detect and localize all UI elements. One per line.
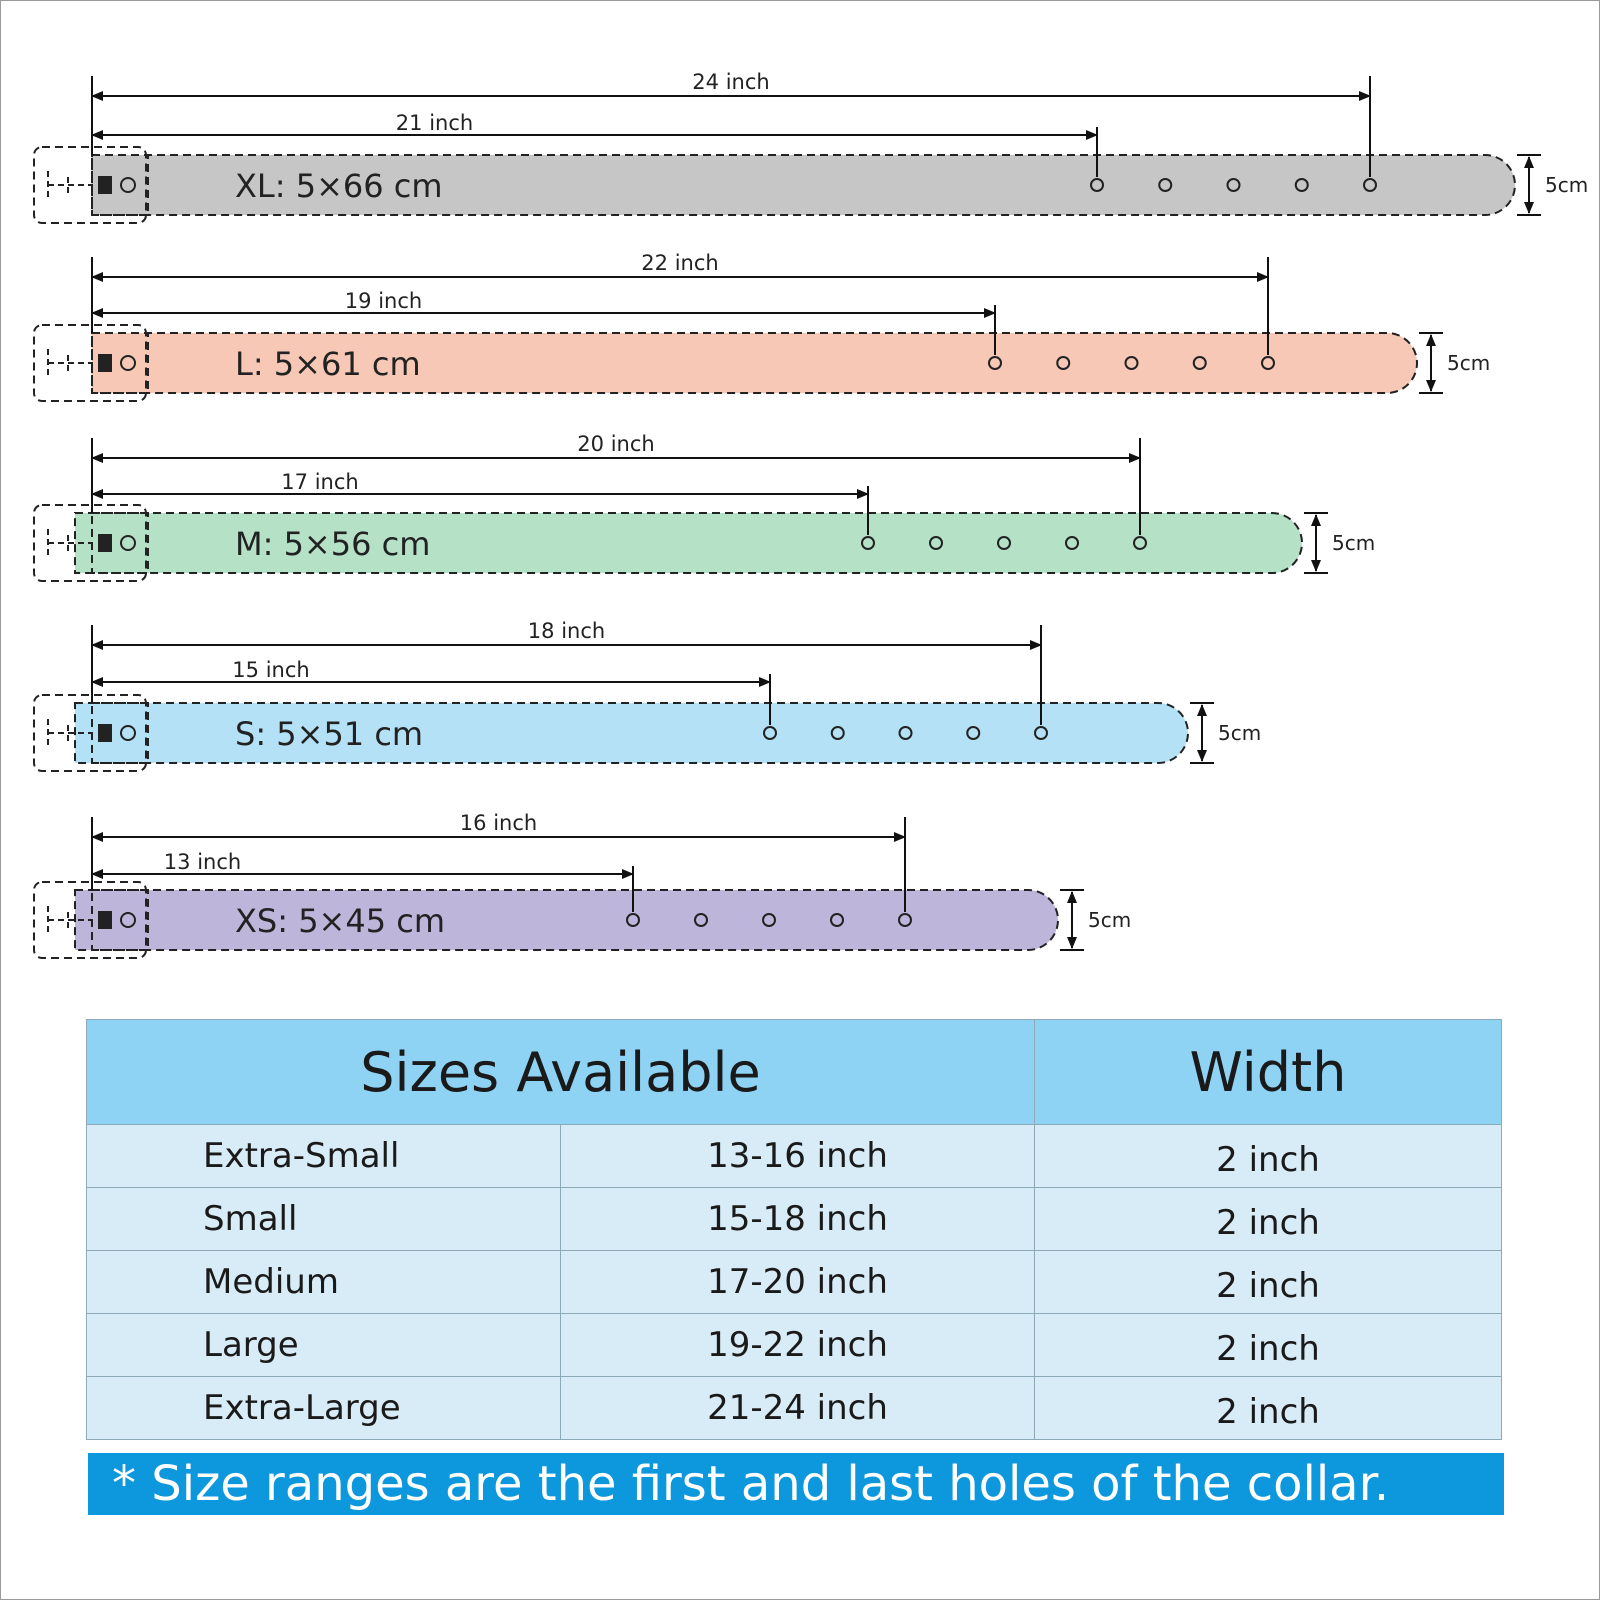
table-row	[87, 1188, 1502, 1251]
width-label: 5cm	[1545, 173, 1589, 197]
size-width: 2 inch	[1035, 1251, 1502, 1314]
header-width: Width	[1035, 1020, 1502, 1125]
size-name: Small	[87, 1188, 561, 1251]
outer-length-label: 20 inch	[577, 432, 655, 456]
size-range: 21-24 inch	[561, 1377, 1035, 1440]
buckle-prong	[48, 349, 92, 377]
size-width: 2 inch	[1035, 1377, 1502, 1440]
size-name: Extra-Small	[87, 1125, 561, 1188]
size-name: Extra-Large	[87, 1377, 561, 1440]
header-sizes-available: Sizes Available	[87, 1020, 1035, 1125]
outer-length-label: 22 inch	[641, 251, 719, 275]
size-name: Large	[87, 1314, 561, 1377]
buckle-rivet	[98, 354, 112, 372]
inner-length-label: 13 inch	[163, 850, 242, 874]
collar-size-label: M: 5×56 cm	[235, 525, 431, 563]
outer-length-label: 16 inch	[459, 811, 538, 835]
collar-1	[34, 70, 1588, 223]
size-name: Medium	[87, 1251, 561, 1314]
collar-3	[34, 432, 1375, 581]
size-range: 13-16 inch	[561, 1125, 1035, 1188]
outer-length-label: 18 inch	[527, 619, 606, 643]
buckle-rivet	[98, 911, 112, 929]
size-note-banner: * Size ranges are the first and last holes of the collar.	[88, 1453, 1504, 1515]
outer-length-label: 24 inch	[692, 70, 770, 94]
table-header-row	[87, 1020, 1502, 1125]
size-range: 15-18 inch	[561, 1188, 1035, 1251]
collar-size-label: S: 5×51 cm	[235, 715, 424, 753]
collar-size-label: XL: 5×66 cm	[235, 167, 443, 205]
table-row	[87, 1125, 1502, 1188]
size-range: 19-22 inch	[561, 1314, 1035, 1377]
buckle-rivet	[98, 534, 112, 552]
table-row	[87, 1314, 1502, 1377]
size-width: 2 inch	[1035, 1314, 1502, 1377]
size-width: 2 inch	[1035, 1125, 1502, 1188]
buckle-rivet	[98, 176, 112, 194]
inner-length-label: 19 inch	[344, 289, 423, 313]
inner-length-label: 17 inch	[281, 470, 359, 494]
width-label: 5cm	[1088, 908, 1132, 932]
collar-5	[34, 811, 1131, 958]
collar-2	[34, 251, 1490, 401]
collar-size-label: XS: 5×45 cm	[235, 902, 446, 940]
table-row	[87, 1251, 1502, 1314]
size-range: 17-20 inch	[561, 1251, 1035, 1314]
size-width: 2 inch	[1035, 1188, 1502, 1251]
buckle-rivet	[98, 724, 112, 742]
size-table	[86, 1019, 1502, 1440]
table-row	[87, 1377, 1502, 1440]
buckle-prong	[48, 171, 92, 199]
width-label: 5cm	[1218, 721, 1262, 745]
collar-4	[34, 619, 1261, 771]
width-label: 5cm	[1447, 351, 1491, 375]
inner-length-label: 15 inch	[232, 658, 310, 682]
inner-length-label: 21 inch	[395, 111, 474, 135]
collar-size-label: L: 5×61 cm	[235, 345, 421, 383]
width-label: 5cm	[1332, 531, 1376, 555]
